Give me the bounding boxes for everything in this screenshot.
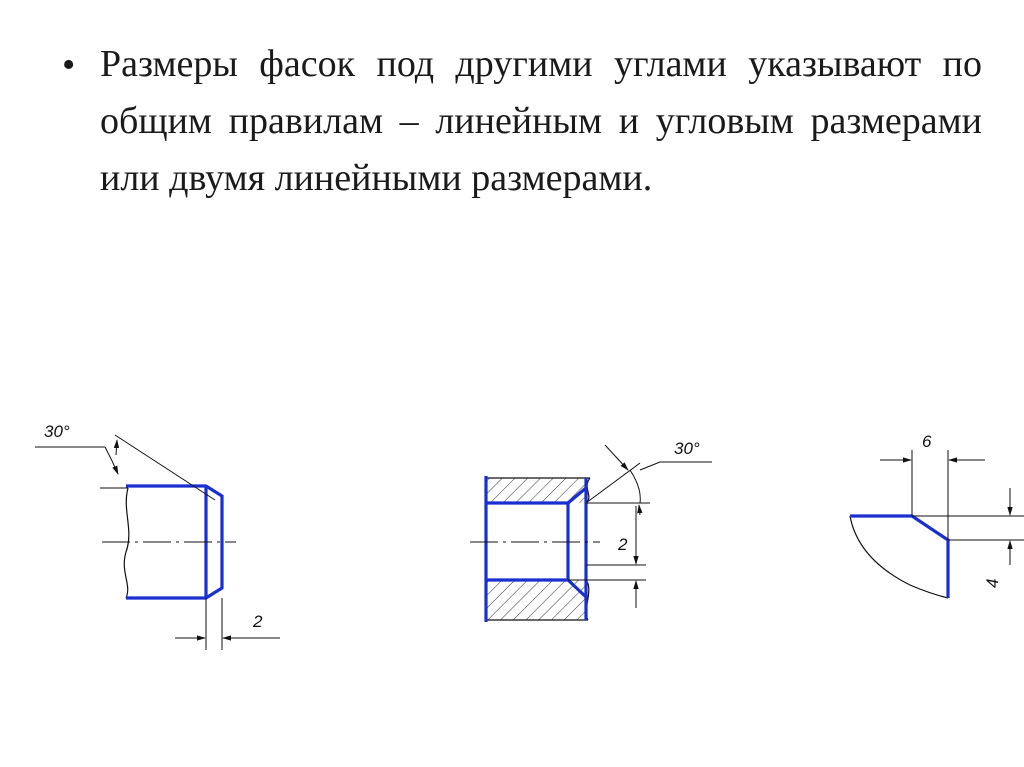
middle-angle-label: 30° [674,439,700,458]
bullet-marker: • [62,44,76,86]
paragraph-text: Размеры фасок под другими углами указывают по общим правилам – линейным и угловым размерами или двумя линейными размерами. [100,43,982,199]
drawing-middle [470,439,712,622]
left-width-label: 2 [253,612,263,631]
drawing-right [850,432,1024,598]
drawing-left [35,422,280,650]
middle-width-label: 2 [618,535,628,554]
left-angle-label: 30° [44,422,70,441]
right-width-label: 6 [922,432,932,451]
right-height-label: 4 [983,578,1002,588]
